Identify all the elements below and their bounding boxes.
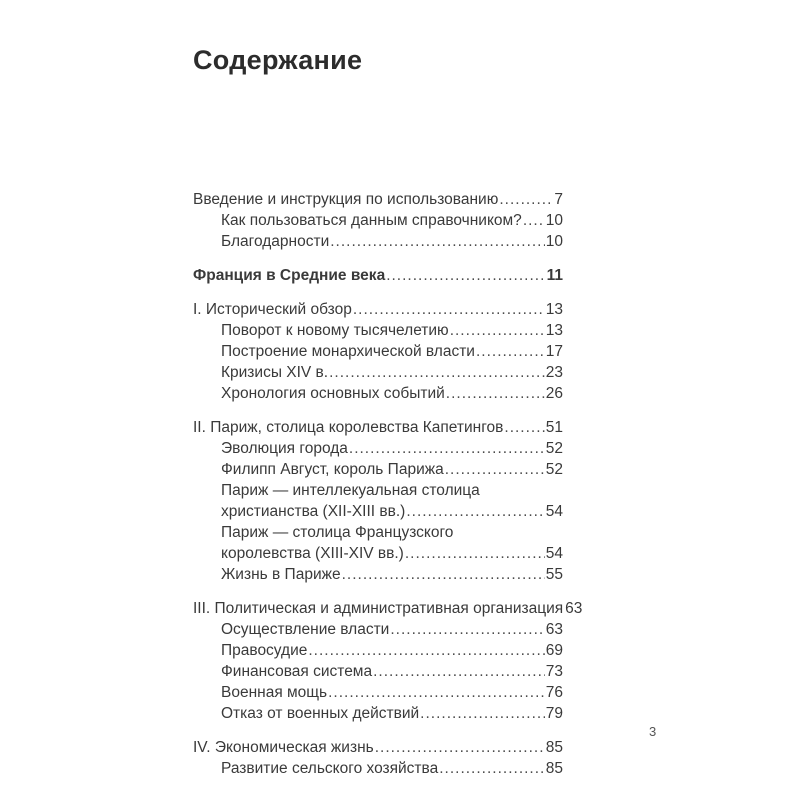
toc-entry-page: 10	[545, 233, 563, 250]
toc-entry-page: 63	[545, 621, 563, 638]
toc-entry-label: Финансовая система	[221, 663, 373, 680]
toc-entry-page: 7	[554, 191, 563, 208]
toc-entry-label: Франция в Средние века	[193, 267, 386, 284]
dot-leader	[375, 737, 545, 758]
toc-line	[221, 362, 563, 383]
toc-entry	[193, 480, 563, 522]
toc-entry-label: Эволюция города	[221, 440, 348, 457]
toc-entry-label: Филипп Август, король Парижа	[221, 461, 444, 478]
toc-entry-page: 63	[565, 600, 583, 617]
toc-entry-label: христианства (XII-XIII вв.)	[221, 503, 406, 520]
toc-entry	[193, 417, 563, 438]
toc-entry-page: 69	[545, 642, 563, 659]
dot-leader	[405, 543, 545, 564]
dot-leader	[330, 231, 545, 252]
dot-leader	[308, 640, 544, 661]
toc-entry-page: 10	[545, 212, 563, 229]
toc-entry-page: 51	[545, 419, 563, 436]
toc-list	[193, 189, 583, 779]
toc-entry-page: 76	[545, 684, 563, 701]
toc-entry	[193, 210, 563, 231]
dot-leader	[349, 438, 545, 459]
toc-line	[193, 299, 563, 320]
toc-entry-label: Париж — интеллекуальная столица	[221, 482, 480, 499]
toc-line	[221, 231, 563, 252]
dot-leader	[328, 682, 545, 703]
toc-entry	[193, 383, 563, 404]
toc-entry-label: I. Исторический обзор	[193, 301, 352, 318]
toc-entry-label: Жизнь в Париже	[221, 566, 341, 583]
toc-line	[221, 341, 563, 362]
toc-entry	[193, 265, 563, 286]
dot-leader	[439, 758, 545, 779]
toc-entry	[193, 758, 563, 779]
toc-entry-page: 17	[545, 343, 563, 360]
toc-line	[221, 758, 563, 779]
toc-entry-page: 54	[545, 503, 563, 520]
toc-entry-page: 52	[545, 440, 563, 457]
dot-leader	[499, 189, 553, 210]
dot-leader	[504, 417, 544, 438]
toc-entry-page: 13	[545, 301, 563, 318]
toc-line	[221, 682, 563, 703]
toc-entry-label: Правосудие	[221, 642, 308, 659]
toc-entry-label: Поворот к новому тысячелетию	[221, 322, 449, 339]
toc-line	[221, 383, 563, 404]
toc-entry	[193, 438, 563, 459]
toc-entry-label: Развитие сельского хозяйства	[221, 760, 439, 777]
dot-leader	[476, 341, 545, 362]
toc-entry	[193, 320, 563, 341]
toc-entry-label: королевства (XIII-XIV вв.)	[221, 545, 404, 562]
dot-leader	[446, 383, 545, 404]
toc-entry-label: Построение монархической власти	[221, 343, 475, 360]
toc-entry	[193, 737, 563, 758]
toc-entry	[193, 189, 563, 210]
toc-entry-label: Как пользоваться данным справочником?	[221, 212, 522, 229]
toc-entry-label: Париж — столица Французского	[221, 524, 454, 541]
dot-leader	[386, 265, 545, 286]
toc-entry-label: Введение и инструкция по использованию	[193, 191, 499, 208]
toc-entry	[193, 661, 563, 682]
toc-line	[193, 598, 583, 619]
toc-entry-page: 11	[546, 267, 563, 284]
toc-entry-page: 13	[545, 322, 563, 339]
toc-line	[221, 661, 563, 682]
toc-line	[221, 501, 563, 522]
toc-entry-page: 85	[545, 760, 563, 777]
toc-line	[193, 189, 563, 210]
toc-line	[193, 417, 563, 438]
toc-entry	[193, 231, 563, 252]
toc-entry-page: 73	[545, 663, 563, 680]
toc-entry-label: Кризисы XIV в.	[221, 364, 329, 381]
toc-line	[193, 737, 563, 758]
dot-leader	[450, 320, 545, 341]
toc-entry	[193, 619, 563, 640]
toc-entry-label: Осуществление власти	[221, 621, 390, 638]
toc-line	[221, 480, 563, 501]
toc-line	[221, 619, 563, 640]
toc-entry-label: Хронология основных событий	[221, 385, 445, 402]
toc-entry-page: 54	[545, 545, 563, 562]
dot-leader	[420, 703, 545, 724]
toc-line	[221, 438, 563, 459]
toc-line	[221, 543, 563, 564]
dot-leader	[353, 299, 545, 320]
toc-entry	[193, 703, 563, 724]
toc-entry	[193, 341, 563, 362]
toc-line	[221, 564, 563, 585]
toc-entry-page: 23	[545, 364, 563, 381]
toc-entry-label: Отказ от военных действий	[221, 705, 420, 722]
toc-entry	[193, 640, 563, 661]
toc-entry-label: Благодарности	[221, 233, 330, 250]
dot-leader	[390, 619, 544, 640]
toc-entry-label: II. Париж, столица королевства Капетингов	[193, 419, 504, 436]
toc-entry-page: 85	[545, 739, 563, 756]
toc-entry	[193, 362, 563, 383]
dot-leader	[373, 661, 545, 682]
toc-entry-label: IV. Экономическая жизнь	[193, 739, 374, 756]
page-title: Содержание	[193, 45, 363, 75]
dot-leader	[523, 210, 545, 231]
toc-entry-label: III. Политическая и административная организация	[193, 600, 564, 617]
toc-entry	[193, 598, 583, 619]
toc-line	[221, 522, 563, 543]
toc-line	[193, 265, 563, 286]
toc-entry-page: 79	[545, 705, 563, 722]
toc-entry	[193, 682, 563, 703]
toc-entry	[193, 564, 563, 585]
toc-entry	[193, 522, 563, 564]
toc-line	[221, 320, 563, 341]
toc-line	[221, 459, 563, 480]
dot-leader	[445, 459, 545, 480]
toc-entry-page: 26	[545, 385, 563, 402]
toc-entry-page: 52	[545, 461, 563, 478]
dot-leader	[406, 501, 544, 522]
toc-entry-label: Военная мощь	[221, 684, 328, 701]
toc-line	[221, 640, 563, 661]
page-number: 3	[649, 724, 657, 739]
toc-entry-page: 55	[545, 566, 563, 583]
toc-entry	[193, 299, 563, 320]
dot-leader	[329, 362, 545, 383]
toc-line	[221, 210, 563, 231]
dot-leader	[342, 564, 545, 585]
toc-entry	[193, 459, 563, 480]
toc-line	[221, 703, 563, 724]
